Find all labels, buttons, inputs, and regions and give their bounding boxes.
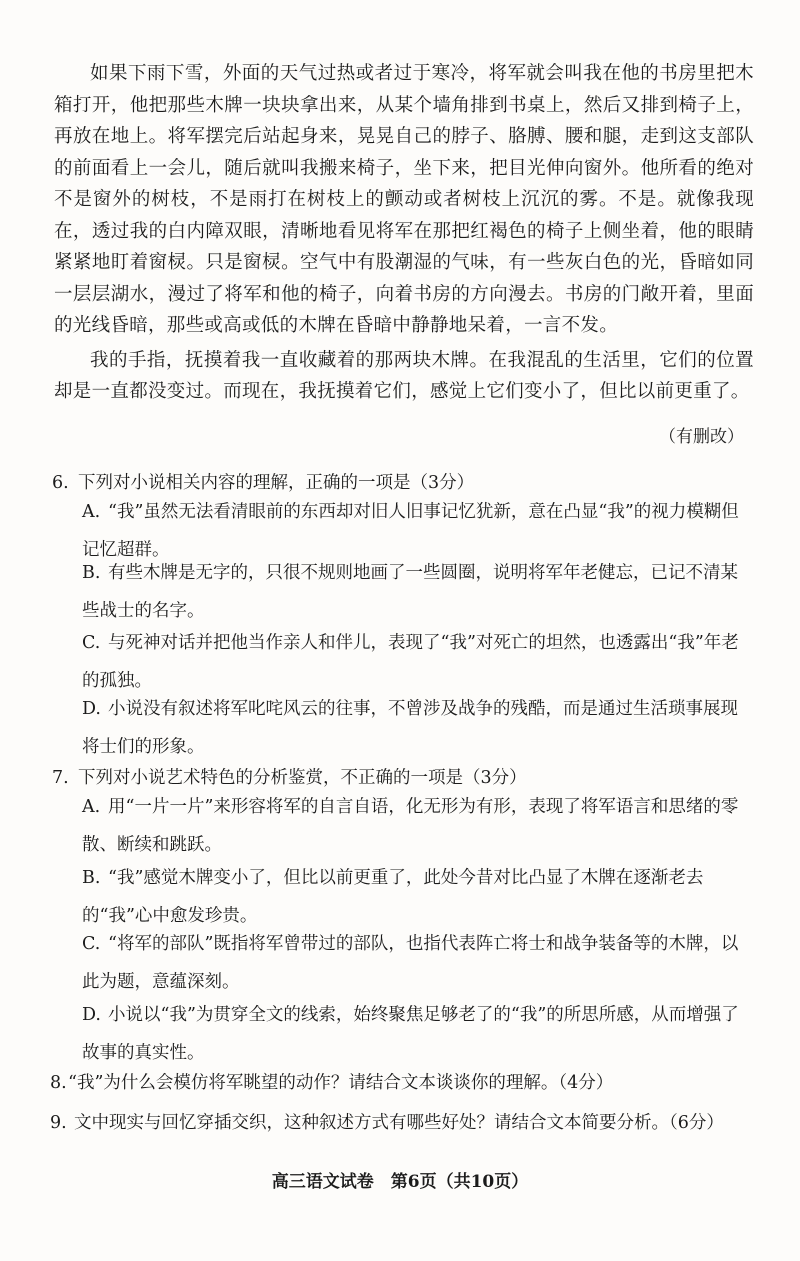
option-label: A. [82, 502, 101, 522]
question-stem: 文中现实与回忆穿插交织，这种叙述方式有哪些好处？请结合文本简要分析。（6分） [74, 1113, 724, 1133]
question-stem: 下列对小说艺术特色的分析鉴赏，不正确的一项是（3分） [78, 768, 527, 788]
question-number: 8. [50, 1073, 67, 1093]
question-7-option-b [82, 859, 752, 935]
option-text: 用“一片一片”来形容将军的自言自语，化无形为有形，表现了将军语言和思绪的零散、断续和跳跃。 [82, 797, 739, 855]
question-7-option-d [82, 996, 752, 1072]
option-text: 小说没有叙述将军叱咤风云的往事，不曾涉及战争的残酷，而是通过生活琐事展现将士们的形象。 [82, 699, 738, 757]
question-7-option-c [82, 925, 752, 1001]
option-text: “我”虽然无法看清眼前的东西却对旧人旧事记忆犹新，意在凸显“我”的视力模糊但记忆超群。 [82, 502, 739, 560]
option-text: 与死神对话并把他当作亲人和伴儿，表现了“我”对死亡的坦然，也透露出“我”年老的孤独。 [82, 633, 739, 691]
option-label: D. [82, 699, 101, 719]
question-9 [50, 1108, 760, 1139]
passage-paragraph: 如果下雨下雪，外面的天气过热或者过于寒冷，将军就会叫我在他的书房里把木箱打开，他把那些木牌一块块拿出来，从某个墙角排到书桌上，然后又排到椅子上，再放在地上。将军摆完后站起身来，晃晃自己的脖子、胳膊、腰和腿，走到这支部队的前面看上一会儿，随后就叫我搬来椅子，坐下来，把目光伸向窗外。他所看的绝对不是窗外的树枝，不是雨打在树枝上的颤动或者树枝上沉沉的雾。不是。就像我现在，透过我的白内障双眼，清晰地看见将军在那把红褐色的椅子上侧坐着，他的眼睛紧紧地盯着窗棂。只是窗棂。空气中有股潮湿的气味，有一些灰白色的光，昏暗如同一层层湖水，漫过了将军和他的椅子，向着书房的方向漫去。书房的门敞开着，里面的光线昏暗，那些或高或低的木牌在昏暗中静静地呆着，一言不发。 [54, 63, 754, 336]
question-number: 6. [52, 473, 69, 493]
option-label: C. [82, 934, 101, 954]
passage-paragraph: 我的手指，抚摸着我一直收藏着的那两块木牌。在我混乱的生活里，它们的位置却是一直都没变过。而现在，我抚摸着它们，感觉上它们变小了，但比以前更重了。 [54, 349, 754, 402]
reading-passage [54, 58, 754, 447]
question-6-option-d [82, 690, 752, 766]
question-6-option-c [82, 624, 752, 700]
option-label: D. [82, 1005, 101, 1025]
question-stem: 下列对小说相关内容的理解，正确的一项是（3分） [78, 473, 475, 493]
question-number: 7. [52, 768, 69, 788]
option-label: B. [82, 563, 101, 583]
option-text: 小说以“我”为贯穿全文的线索，始终聚焦足够老了的“我”的所思所感，从而增强了故事的真实性。 [82, 1005, 739, 1063]
option-text: “我”感觉木牌变小了，但比以前更重了，此处今昔对比凸显了木牌在逐渐老去的“我”心中愈发珍贵。 [82, 868, 704, 926]
option-label: B. [82, 868, 101, 888]
page-footer: 高三语文试卷 第6页（共10页） [271, 1172, 529, 1192]
source-note: （有删改） [659, 427, 744, 447]
option-label: A. [82, 797, 101, 817]
option-text: “将军的部队”既指将军曾带过的部队，也指代表阵亡将士和战争装备等的木牌，以此为题，意蕴深刻。 [82, 934, 739, 992]
option-text: 有些木牌是无字的，只很不规则地画了一些圆圈，说明将军年老健忘，已记不清某些战士的名字。 [82, 563, 738, 621]
question-8 [50, 1068, 760, 1099]
question-number: 9. [50, 1113, 67, 1133]
option-label: C. [82, 633, 101, 653]
question-stem: “我”为什么会模仿将军眺望的动作？请结合文本谈谈你的理解。（4分） [68, 1073, 614, 1093]
question-7-option-a [82, 788, 752, 864]
question-6-option-b [82, 554, 752, 630]
